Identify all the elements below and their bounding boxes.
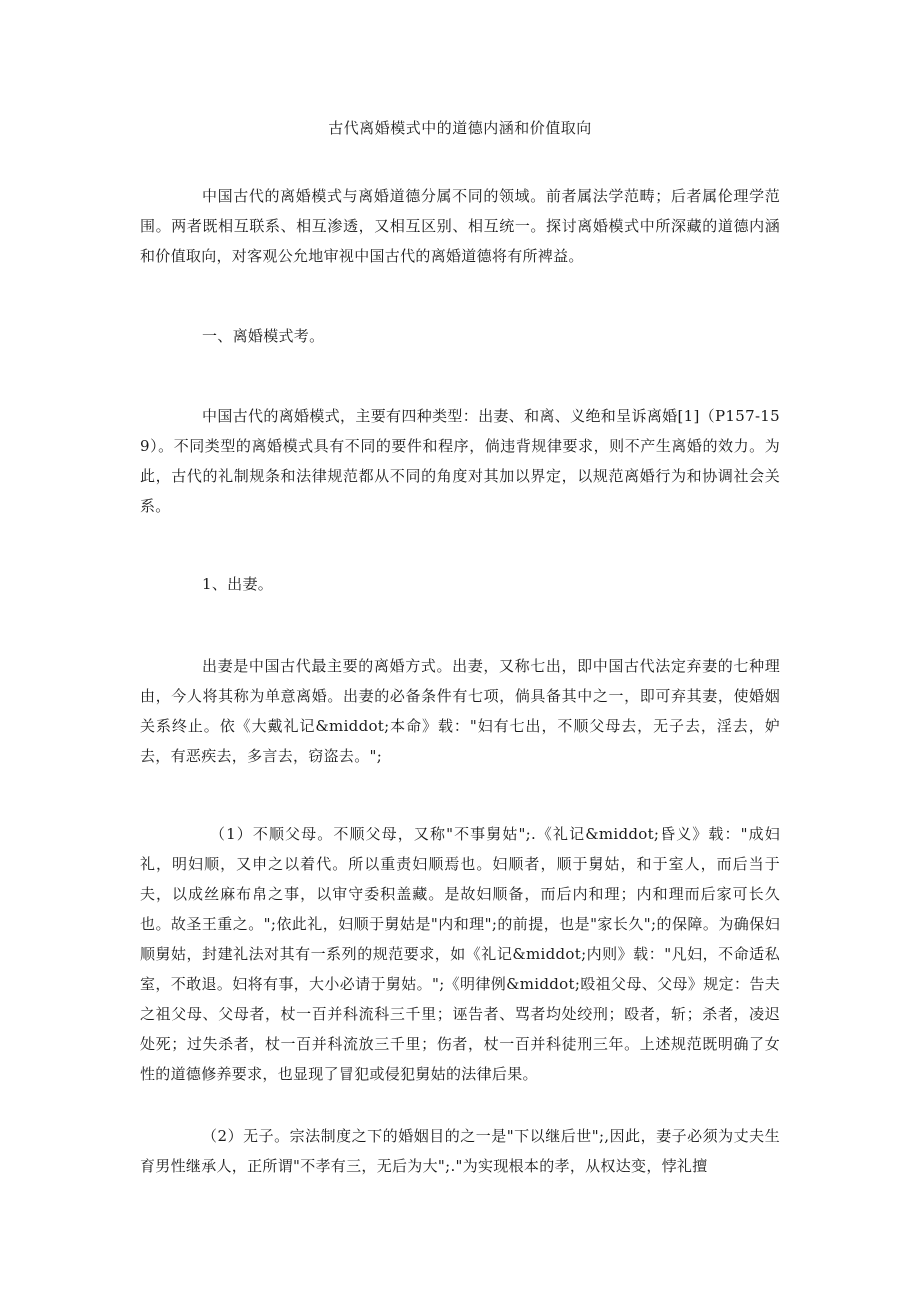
paragraph-divorce-types: 中国古代的离婚模式，主要有四种类型：出妻、和离、义绝和呈诉离婚[1]（P157-159）。不同类型的离婚模式具有不同的要件和程序，倘违背规律要求，则不产生离婚的效力。为此，古代的礼制规条和法律规范都从不同的角度对其加以界定，以规范离婚行为和协调社会关系。 (140, 407, 780, 515)
subsection-heading: 1、出妻。 (202, 575, 274, 593)
section-heading: 一、离婚模式考。 (202, 327, 325, 345)
paragraph-chuqi: 出妻是中国古代最主要的离婚方式。出妻，又称七出，即中国古代法定弃妻的七种理由，今人将其称为单意离婚。出妻的必备条件有七项，倘具备其中之一，即可弃其妻，使婚姻关系终止。依《大戴礼记&middot;本命》载："妇有七出，不顺父母去，无子去，淫去，妒去，有恶疾去，多言去，窃盗去。"; (140, 657, 780, 765)
paragraph-item-1: （1）不顺父母。不顺父母，又称"不事舅姑";.《礼记&middot;昏义》载："成妇礼，明妇顺，又申之以着代。所以重责妇顺焉也。妇顺者，顺于舅姑，和于室人，而后当于夫，以成丝麻布帛之事，以审守委积盖藏。是故妇顺备，而后内和理；内和理而后家可长久也。故圣王重之。";依此礼，妇顺于舅姑是"内和理";的前提，也是"家长久";的保障。为确保妇顺舅姑，封建礼法对其有一系列的规范要求，如《礼记&middot;内则》载："凡妇，不命适私室，不敢退。妇将有事，大小必请于舅姑。";《明律例&middot;殴祖父母、父母》规定：告夫之祖父母、父母者，杖一百并科流科三千里；诬告者、骂者均处绞刑；殴者，斩；杀者，凌迟处死；过失杀者，杖一百并科流放三千里；伤者，杖一百并科徒刑三年。上述规范既明确了女性的道德修养要求，也显现了冒犯或侵犯舅姑的法律后果。 (140, 825, 780, 1083)
page-title: 古代离婚模式中的道德内涵和价值取向 (328, 119, 592, 137)
intro-paragraph: 中国古代的离婚模式与离婚道德分属不同的领域。前者属法学范畴；后者属伦理学范围。两者既相互联系、相互渗透，又相互区别、相互统一。探讨离婚模式中所深藏的道德内涵和价值取向，对客观公允地审视中国古代的离婚道德将有所裨益。 (140, 187, 780, 265)
paragraph-item-2: （2）无子。宗法制度之下的婚姻目的之一是"下以继后世";,因此，妻子必须为丈夫生育男性继承人，正所谓"不孝有三，无后为大";."为实现根本的孝，从权达变，悖礼擅 (140, 1127, 780, 1175)
